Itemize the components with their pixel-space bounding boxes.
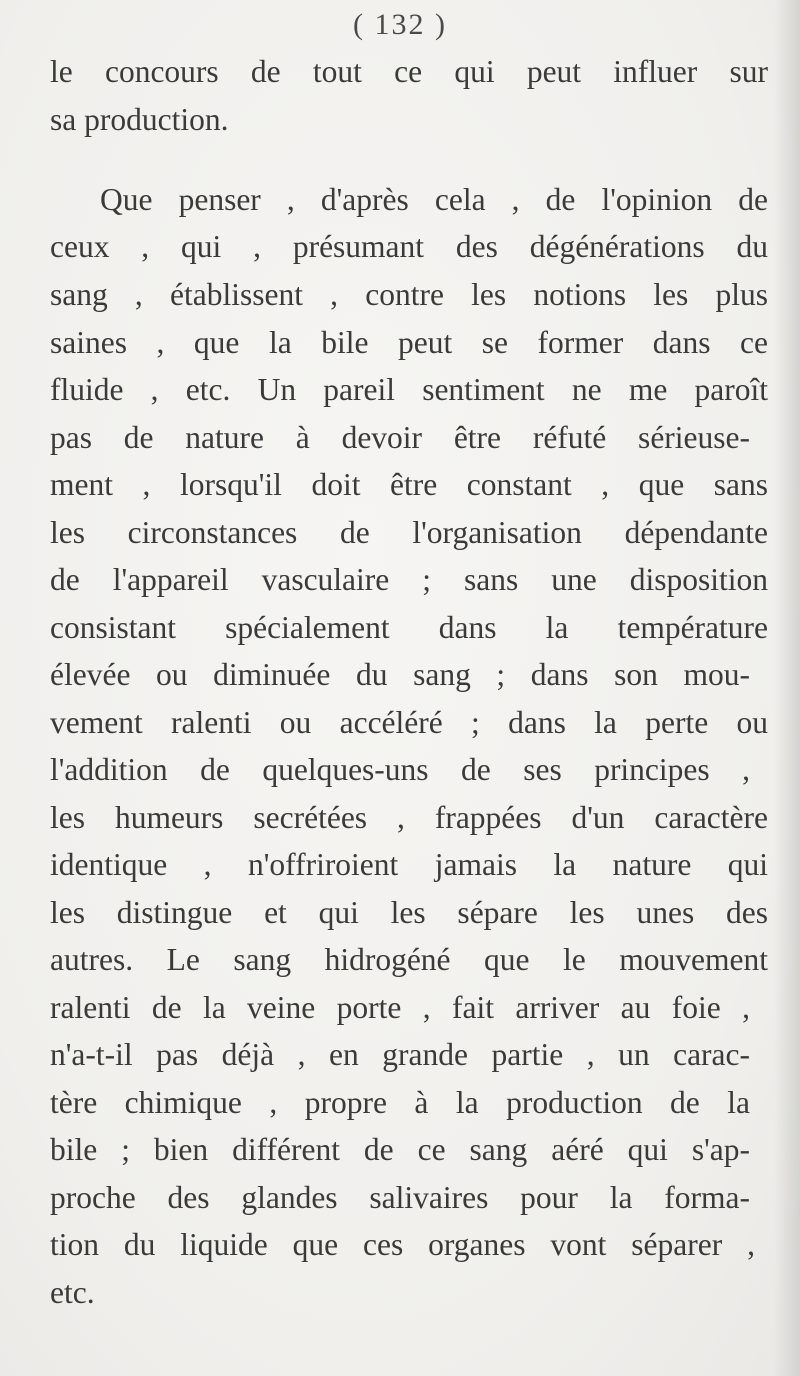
text-line: élevée ou diminuée du sang ; dans son mou- <box>50 657 750 692</box>
text-line: ralenti de la veine porte , fait arriver au foie , <box>50 990 750 1025</box>
text-line: pas de nature à devoir être réfuté sérieuse- <box>50 420 750 455</box>
text-line: bile ; bien différent de ce sang aéré qui s'ap- <box>50 1132 750 1167</box>
text-line: les distingue et qui les sépare les unes des <box>50 895 768 930</box>
text-line: tion du liquide que ces organes vont séparer , <box>50 1227 755 1262</box>
text-line: l'addition de quelques-uns de ses principes , <box>50 752 750 787</box>
page-edge-shadow <box>774 0 800 1376</box>
text-line: de l'appareil vasculaire ; sans une disposition <box>50 562 768 597</box>
text-line: fluide , etc. Un pareil sentiment ne me paroît <box>50 372 768 407</box>
paragraph-first-line: Que penser , d'après cela , de l'opinion de <box>100 182 768 217</box>
text-line: vement ralenti ou accéléré ; dans la perte ou <box>50 705 768 740</box>
text-line: le concours de tout ce qui peut influer sur <box>50 54 768 89</box>
text-line: autres. Le sang hidrogéné que le mouvement <box>50 942 768 977</box>
text-line: ment , lorsqu'il doit être constant , que sans <box>50 467 768 502</box>
text-line: identique , n'offriroient jamais la nature qui <box>50 847 768 882</box>
text-line: les circonstances de l'organisation dépendante <box>50 515 768 550</box>
text-line: tère chimique , propre à la production de la <box>50 1085 750 1120</box>
text-line: consistant spécialement dans la température <box>50 610 768 645</box>
text-line: sa production. <box>50 102 229 137</box>
text-line: n'a-t-il pas déjà , en grande partie , un carac- <box>50 1037 750 1072</box>
text-line: proche des glandes salivaires pour la forma- <box>50 1180 750 1215</box>
page-number: ( 132 ) <box>353 8 447 41</box>
text-line-last: etc. <box>50 1275 95 1310</box>
text-line: saines , que la bile peut se former dans ce <box>50 325 768 360</box>
text-line: sang , établissent , contre les notions les plus <box>50 277 768 312</box>
text-line: les humeurs secrétées , frappées d'un caractère <box>50 800 768 835</box>
text-line: ceux , qui , présumant des dégénérations du <box>50 229 768 264</box>
